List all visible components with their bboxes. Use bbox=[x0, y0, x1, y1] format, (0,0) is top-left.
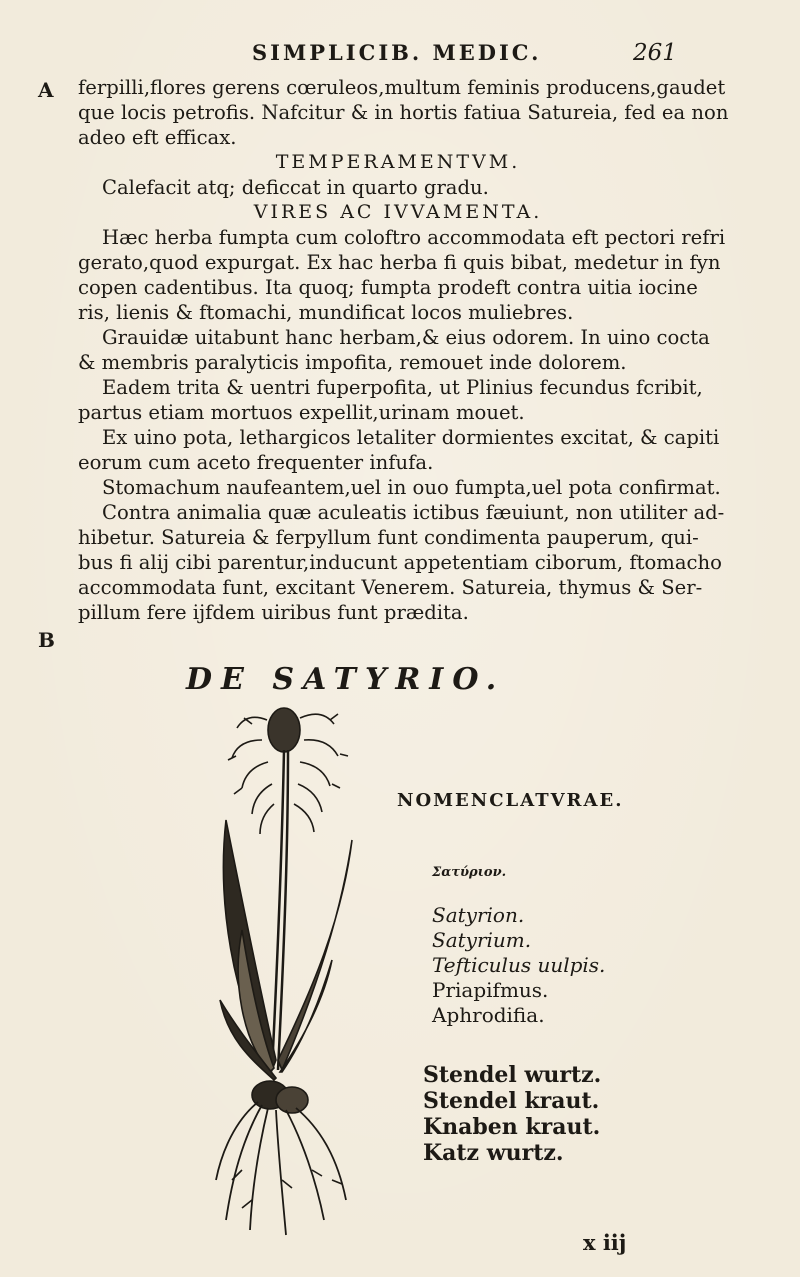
german-name: Katz wurtz. bbox=[423, 1140, 564, 1166]
text-line: pillum fere ijfdem uiribus funt prædita. bbox=[78, 601, 469, 624]
latin-name: Priapifmus. bbox=[432, 978, 549, 1002]
latin-name: Satyrium. bbox=[432, 928, 532, 952]
greek-name: Σατύριον. bbox=[432, 865, 507, 880]
text-line: copen cadentibus. Ita quoq; fumpta prodeft contra uitia iocine bbox=[78, 276, 698, 299]
page-number: 261 bbox=[633, 40, 677, 66]
text-line: adeo eft efficax. bbox=[78, 126, 237, 149]
text-line: Contra animalia quæ aculeatis ictibus fæuiunt, non utiliter ad- bbox=[102, 501, 725, 524]
temperamentum-heading: TEMPERAMENTVM. bbox=[275, 151, 521, 173]
text-line: & membris paralyticis impofita, remouet inde dolorem. bbox=[78, 351, 627, 374]
text-line: eorum cum aceto frequenter infufa. bbox=[78, 451, 434, 474]
nomenclatura-heading: NOMENCLATVRAE. bbox=[397, 790, 624, 811]
text-line: Stomachum naufeantem,uel in ouo fumpta,uel pota confirmat. bbox=[102, 476, 721, 499]
running-head: SIMPLICIB. MEDIC. bbox=[252, 40, 542, 65]
text-line: ferpilli,flores gerens cœruleos,multum feminis producens,gaudet bbox=[78, 76, 726, 99]
margin-letter-a: A bbox=[38, 78, 54, 102]
text-line: hibetur. Satureia & ferpyllum funt condimenta pauperum, qui- bbox=[78, 526, 699, 549]
german-name: Stendel wurtz. bbox=[423, 1062, 602, 1088]
nomenclatura-list bbox=[432, 860, 605, 1028]
text-line: accommodata funt, excitant Venerem. Satureia, thymus & Ser- bbox=[78, 576, 703, 599]
text-line: Ex uino pota, lethargicos letaliter dormientes excitat, & capiti bbox=[102, 426, 720, 449]
latin-name: Aphrodifia. bbox=[432, 1003, 545, 1027]
latin-name: Satyrion. bbox=[432, 903, 525, 927]
signature-mark: x iij bbox=[583, 1230, 627, 1255]
text-line: gerato,quod expurgat. Ex hac herba fi quis bibat, medetur in fyn bbox=[78, 251, 721, 274]
german-name: Knaben kraut. bbox=[423, 1114, 601, 1140]
text-line: bus fi alij cibi parentur,inducunt appetentiam ciborum, ftomacho bbox=[78, 551, 722, 574]
german-names bbox=[423, 1062, 601, 1166]
text-line: Grauidæ uitabunt hanc herbam,& eius odorem. In uino cocta bbox=[102, 326, 710, 349]
text-line: Hæc herba fumpta cum coloftro accommodata eft pectori refri bbox=[102, 226, 726, 249]
german-name: Stendel kraut. bbox=[423, 1088, 600, 1114]
text-line: Calefacit atq; deficcat in quarto gradu. bbox=[102, 176, 489, 199]
text-line: que locis petrofis. Nafcitur & in hortis fatiua Satureia, fed ea non bbox=[78, 101, 729, 124]
satyrion-woodcut-illustration bbox=[212, 700, 362, 1245]
latin-name: Tefticulus uulpis. bbox=[432, 953, 606, 977]
main-text bbox=[78, 75, 729, 625]
vires-heading: VIRES AC IVVAMENTA. bbox=[253, 201, 543, 223]
section-title: DE SATYRIO. bbox=[186, 662, 506, 697]
text-line: Eadem trita & uentri fuperpofita, ut Plinius fecundus fcribit, bbox=[102, 376, 703, 399]
text-line: ris, lienis & ftomachi, mundificat locos muliebres. bbox=[78, 301, 574, 324]
text-line: partus etiam mortuos expellit,urinam mouet. bbox=[78, 401, 525, 424]
margin-letter-b: B bbox=[38, 628, 55, 652]
